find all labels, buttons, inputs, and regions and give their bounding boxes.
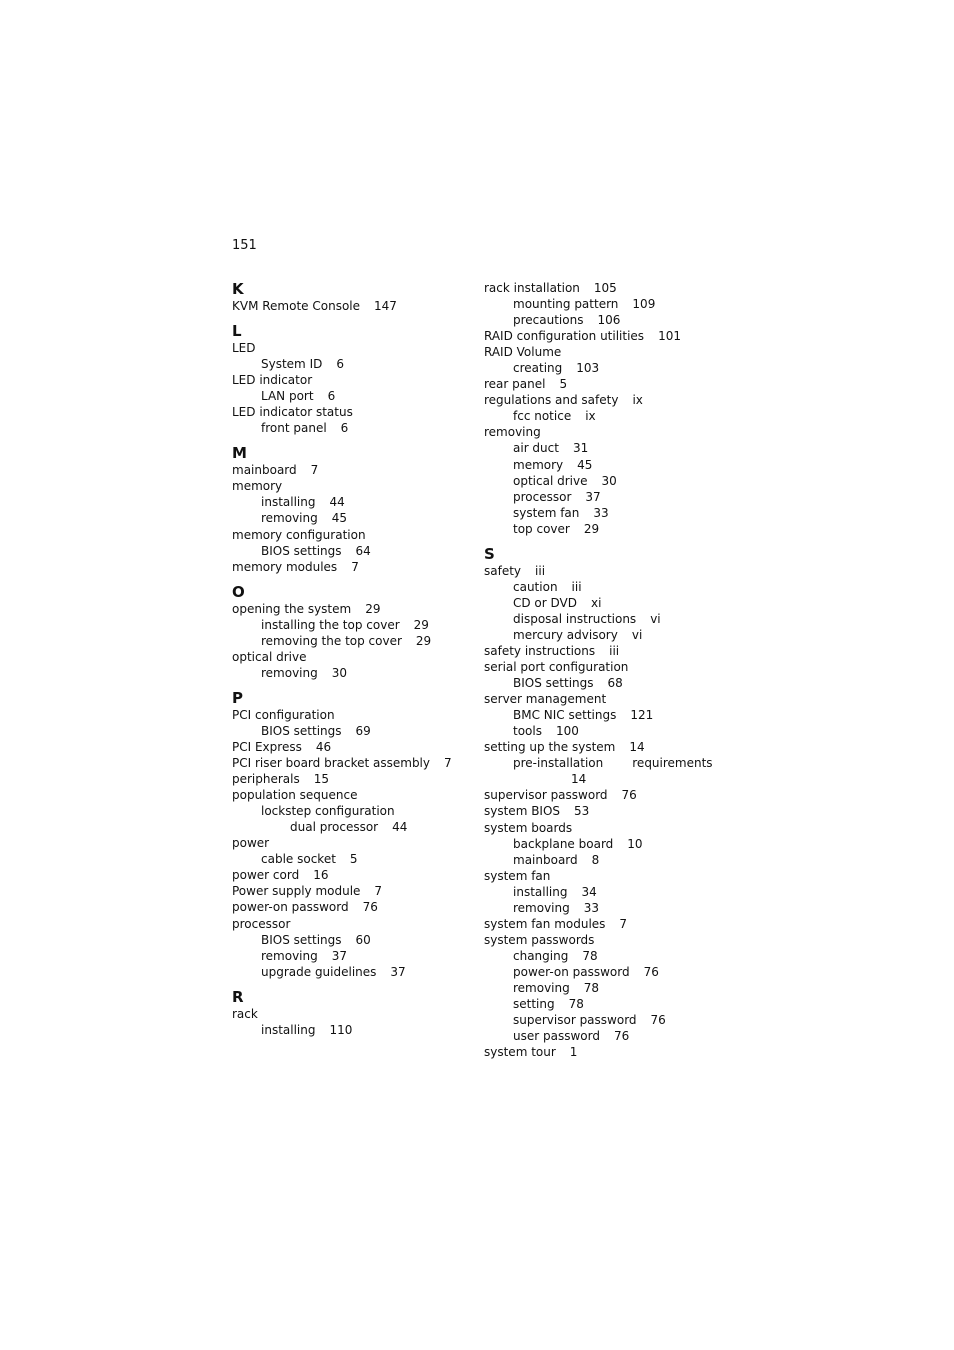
- entry-text: KVM Remote Console: [232, 299, 360, 313]
- entry-text: mercury advisory: [513, 627, 618, 642]
- entry-text: PCI riser board bracket assembly: [232, 756, 430, 771]
- entry-page: 101: [658, 329, 681, 344]
- entry-page: 6: [340, 421, 349, 436]
- index-subentry: [232, 510, 472, 526]
- entry-page: 110: [329, 1022, 353, 1037]
- page-number: 151: [232, 238, 257, 253]
- entry-text: RAID configuration utilities: [484, 329, 645, 344]
- index-entry: [484, 868, 724, 884]
- index-entry: [232, 478, 472, 494]
- entry-page: 69: [355, 723, 371, 738]
- entry-text: removing: [513, 900, 570, 915]
- entry-text: processor: [513, 489, 572, 504]
- entry-text: processor: [232, 916, 291, 931]
- entry-text: LAN port: [261, 389, 314, 404]
- index-entry: [484, 739, 724, 755]
- entry-text: removing: [261, 511, 318, 526]
- entry-text: safety instructions: [484, 643, 596, 658]
- entry-page: 37: [331, 948, 348, 963]
- entry-text: mounting pattern: [513, 297, 619, 312]
- index-subentry: [484, 595, 724, 611]
- entry-text: power: [232, 836, 270, 851]
- entry-text: top cover: [513, 521, 570, 536]
- entry-page: 16: [313, 868, 329, 883]
- index-entry: [484, 643, 724, 659]
- section-letter: O: [232, 582, 245, 601]
- entry-text: installing: [261, 1022, 316, 1037]
- index-subentry: [232, 543, 472, 559]
- entry-page: 5: [559, 377, 568, 392]
- entry-text: setting: [513, 997, 555, 1012]
- entry-text: front panel: [261, 421, 327, 436]
- entry-page: 31: [572, 441, 589, 456]
- index-entry: [232, 883, 472, 899]
- index-subentry: [484, 579, 724, 595]
- entry-text: memory: [232, 479, 283, 494]
- entry-page: 7: [619, 916, 628, 931]
- entry-text: serial port configuration: [484, 660, 629, 675]
- entry-page: 60: [355, 932, 371, 947]
- index-subentry: [484, 296, 724, 312]
- entry-text: PCI configuration: [232, 707, 335, 722]
- entry-text: rear panel: [484, 377, 546, 392]
- index-entry: [232, 1006, 472, 1022]
- index-entry: [232, 755, 472, 771]
- index-entry: [232, 462, 472, 478]
- index-entry: [484, 803, 724, 819]
- entry-text: regulations and safety: [484, 393, 619, 408]
- entry-page: 121: [630, 708, 654, 723]
- entry-text: optical drive: [232, 649, 307, 664]
- entry-page: 37: [390, 964, 406, 979]
- entry-text: installing: [261, 495, 316, 510]
- index-subentry: [232, 420, 472, 436]
- entry-page: 78: [583, 980, 600, 995]
- index-entry: [484, 659, 724, 675]
- index-subentry: [484, 521, 724, 537]
- index-entry: [484, 280, 724, 296]
- entry-page: 14: [629, 740, 645, 755]
- index-subentry: [232, 851, 472, 867]
- entry-page: 76: [650, 1013, 666, 1028]
- entry-page: 29: [413, 617, 429, 632]
- entry-text: mainboard: [513, 852, 578, 867]
- entry-text: fcc notice: [513, 409, 572, 424]
- index-subentry: [232, 964, 472, 980]
- entry-page: 76: [362, 900, 378, 915]
- index-subentry: [484, 505, 724, 521]
- entry-page: xi: [591, 595, 602, 610]
- entry-page: iii: [571, 579, 582, 594]
- entry-page: 100: [555, 724, 579, 739]
- entry-page: 37: [585, 489, 601, 504]
- index-section: [484, 545, 724, 1060]
- index-subentry: [232, 617, 472, 633]
- entry-text: lockstep configuration: [261, 804, 395, 819]
- entry-page: 33: [583, 900, 600, 915]
- entry-text: optical drive: [513, 473, 588, 488]
- entry-text: CD or DVD: [513, 595, 578, 610]
- index-subentry: [484, 312, 724, 328]
- entry-text: system tour: [484, 1045, 556, 1060]
- index-subentry: [484, 360, 724, 376]
- entry-text: system passwords: [484, 932, 595, 947]
- entry-text: system fan modules: [484, 916, 606, 931]
- entry-page: 68: [607, 676, 623, 691]
- entry-text: RAID Volume: [484, 345, 562, 360]
- index-entry: [232, 559, 472, 575]
- entry-text: upgrade guidelines: [261, 964, 377, 979]
- entry-page: 106: [597, 313, 621, 328]
- index-entry: [232, 739, 472, 755]
- entry-text: installing: [513, 884, 568, 899]
- index-subentry: [484, 900, 724, 916]
- index-subentry: [484, 1012, 724, 1028]
- index-subentry: [484, 489, 724, 505]
- entry-text: dual processor: [290, 820, 379, 835]
- section-letter: S: [484, 544, 495, 563]
- entry-text-continued: requirements: [632, 756, 713, 771]
- entry-page: 29: [583, 521, 600, 536]
- entry-text: PCI Express: [232, 739, 302, 754]
- section-letter: M: [232, 444, 247, 463]
- entry-text: rack: [232, 1006, 258, 1021]
- index-subentry: [232, 356, 472, 372]
- entry-text: supervisor password: [484, 788, 608, 803]
- index-entry: [232, 916, 472, 932]
- entry-page: 6: [327, 389, 336, 404]
- index-entry: [484, 344, 724, 360]
- entry-page: vi: [631, 627, 643, 642]
- index-subentry: [484, 675, 724, 691]
- entry-text: server management: [484, 692, 607, 707]
- entry-text: caution: [513, 579, 558, 594]
- index-subentry: [484, 611, 724, 627]
- entry-page: 53: [574, 804, 590, 819]
- entry-page: 105: [593, 281, 617, 295]
- index-entry: [484, 916, 724, 932]
- entry-page: 10: [627, 836, 643, 851]
- entry-page: 29: [365, 601, 381, 616]
- entry-text: disposal instructions: [513, 611, 637, 626]
- entry-text: pre-installation: [513, 756, 604, 771]
- index-entry: [484, 787, 724, 803]
- entry-page: 1: [569, 1045, 578, 1060]
- index-subentry: [484, 884, 724, 900]
- entry-text: peripherals: [232, 772, 300, 787]
- index-column-left: [232, 280, 472, 1038]
- entry-page: 45: [577, 457, 593, 472]
- index-section: [232, 988, 472, 1038]
- entry-text: System ID: [261, 357, 323, 372]
- entry-page: 7: [444, 756, 452, 771]
- entry-page: 33: [593, 505, 609, 520]
- entry-page: 7: [351, 559, 359, 574]
- entry-text: user password: [513, 1029, 600, 1044]
- index-entry: [484, 1044, 724, 1060]
- entry-text: LED indicator: [232, 373, 313, 388]
- index-entry: [232, 771, 472, 787]
- entry-text: supervisor password: [513, 1013, 637, 1028]
- entry-page: 6: [336, 357, 344, 372]
- index-subentry: [484, 457, 724, 473]
- entry-text: system fan: [484, 868, 551, 883]
- entry-text: system boards: [484, 820, 573, 835]
- index-entry: [484, 563, 724, 579]
- index-section: [232, 322, 472, 436]
- entry-text: safety: [484, 563, 522, 578]
- index-subentry: [484, 723, 724, 739]
- index-subentry: [484, 852, 724, 868]
- entry-page: iii: [609, 643, 620, 658]
- index-section: [484, 280, 724, 537]
- entry-text: cable socket: [261, 852, 336, 867]
- entry-page: 8: [591, 852, 600, 867]
- entry-page: iii: [535, 563, 546, 578]
- entry-text: creating: [513, 361, 563, 376]
- index-entry: [484, 820, 724, 836]
- index-entry: [232, 404, 472, 420]
- entry-page: 7: [310, 463, 319, 478]
- entry-text: BIOS settings: [261, 723, 342, 738]
- entry-text: air duct: [513, 441, 559, 456]
- entry-page: 103: [576, 361, 600, 376]
- entry-text: removing: [261, 948, 318, 963]
- index-entry: [232, 649, 472, 665]
- index-entry: [232, 298, 472, 314]
- entry-page: 34: [581, 884, 597, 899]
- index-section: [232, 689, 472, 980]
- index-subentry: [232, 665, 472, 681]
- section-letter: R: [232, 987, 244, 1006]
- index-subentry: [484, 980, 724, 996]
- section-letter: K: [232, 280, 244, 298]
- index-entry: [232, 601, 472, 617]
- entry-page: 76: [621, 788, 637, 803]
- index-subentry: [484, 473, 724, 489]
- entry-page: 46: [315, 739, 332, 754]
- entry-page: vi: [650, 611, 661, 626]
- entry-text: system fan: [513, 505, 580, 520]
- index-subentry: [232, 723, 472, 739]
- index-subentry: [484, 408, 724, 424]
- entry-text: LED indicator status: [232, 405, 353, 420]
- index-subentry: [232, 494, 472, 510]
- entry-text: opening the system: [232, 601, 352, 616]
- index-section: [232, 583, 472, 681]
- index-subentry: [484, 440, 724, 456]
- entry-text: removing: [484, 425, 541, 440]
- entry-text: power cord: [232, 868, 300, 883]
- index-section: [232, 280, 472, 314]
- entry-page: 29: [415, 633, 432, 648]
- index-entry-continuation: [484, 771, 724, 787]
- entry-text: removing: [513, 980, 570, 995]
- index-entry: [484, 691, 724, 707]
- index-subentry: [232, 1022, 472, 1038]
- entry-text: removing: [261, 665, 318, 680]
- entry-text: precautions: [513, 313, 584, 328]
- entry-page: 78: [582, 948, 598, 963]
- entry-text: population sequence: [232, 788, 358, 803]
- entry-text: LED: [232, 341, 256, 356]
- index-subentry: [484, 964, 724, 980]
- index-entry: [232, 835, 472, 851]
- entry-page: 5: [349, 852, 358, 867]
- entry-text: power-on password: [232, 900, 349, 915]
- index-subentry: [484, 996, 724, 1012]
- index-subentry: [232, 819, 472, 835]
- index-entry: [484, 392, 724, 408]
- index-entry: [232, 707, 472, 723]
- index-section: [232, 444, 472, 574]
- index-entry: [484, 376, 724, 392]
- entry-page: 44: [392, 820, 408, 835]
- entry-page: 76: [613, 1029, 630, 1044]
- entry-text: memory: [513, 457, 564, 472]
- entry-page: ix: [585, 409, 596, 424]
- entry-text: installing the top cover: [261, 617, 400, 632]
- index-subentry: [232, 388, 472, 404]
- index-subentry: [232, 948, 472, 964]
- entry-text: BMC NIC settings: [513, 708, 617, 723]
- entry-text: BIOS settings: [513, 676, 594, 691]
- entry-page: 44: [329, 495, 345, 510]
- entry-text: memory modules: [232, 559, 338, 574]
- entry-text: Power supply module: [232, 884, 361, 899]
- entry-page: 109: [632, 297, 656, 312]
- index-entry: [232, 340, 472, 356]
- index-entry: [232, 527, 472, 543]
- index-subentry: [484, 948, 724, 964]
- index-entry: [484, 424, 724, 440]
- entry-page: 14: [571, 772, 587, 787]
- index-entry: [484, 328, 724, 344]
- entry-text: memory configuration: [232, 527, 366, 542]
- entry-text: rack installation: [484, 281, 580, 295]
- entry-page: 147: [374, 299, 397, 313]
- entry-page: 78: [568, 997, 584, 1012]
- index-subentry: [484, 707, 724, 723]
- index-entry: [232, 867, 472, 883]
- index-subentry: [484, 627, 724, 643]
- index-column-right: [484, 280, 724, 1060]
- entry-page: 76: [643, 964, 659, 979]
- entry-text: mainboard: [232, 463, 297, 478]
- entry-page: 30: [601, 473, 617, 488]
- index-entry: [232, 372, 472, 388]
- entry-text: backplane board: [513, 836, 614, 851]
- index-subentry: [484, 836, 724, 852]
- index-subentry: [232, 633, 472, 649]
- entry-page: 7: [374, 884, 383, 899]
- index-subentry: [484, 755, 724, 771]
- entry-text: BIOS settings: [261, 543, 342, 558]
- entry-text: setting up the system: [484, 740, 616, 755]
- entry-text: changing: [513, 948, 569, 963]
- index-subentry: [232, 803, 472, 819]
- section-letter: P: [232, 688, 243, 707]
- index-entry: [232, 787, 472, 803]
- entry-text: power-on password: [513, 964, 630, 979]
- entry-page: ix: [632, 393, 643, 408]
- index-subentry: [232, 932, 472, 948]
- entry-page: 64: [355, 543, 371, 558]
- entry-text: BIOS settings: [261, 932, 342, 947]
- entry-page: 45: [331, 511, 348, 526]
- entry-page: 15: [313, 772, 330, 787]
- entry-text: removing the top cover: [261, 633, 402, 648]
- entry-text: system BIOS: [484, 804, 561, 819]
- entry-page: 30: [331, 665, 348, 680]
- index-subentry: [484, 1028, 724, 1044]
- index-entry: [484, 932, 724, 948]
- entry-text: tools: [513, 724, 542, 739]
- section-letter: L: [232, 322, 242, 341]
- index-entry: [232, 899, 472, 915]
